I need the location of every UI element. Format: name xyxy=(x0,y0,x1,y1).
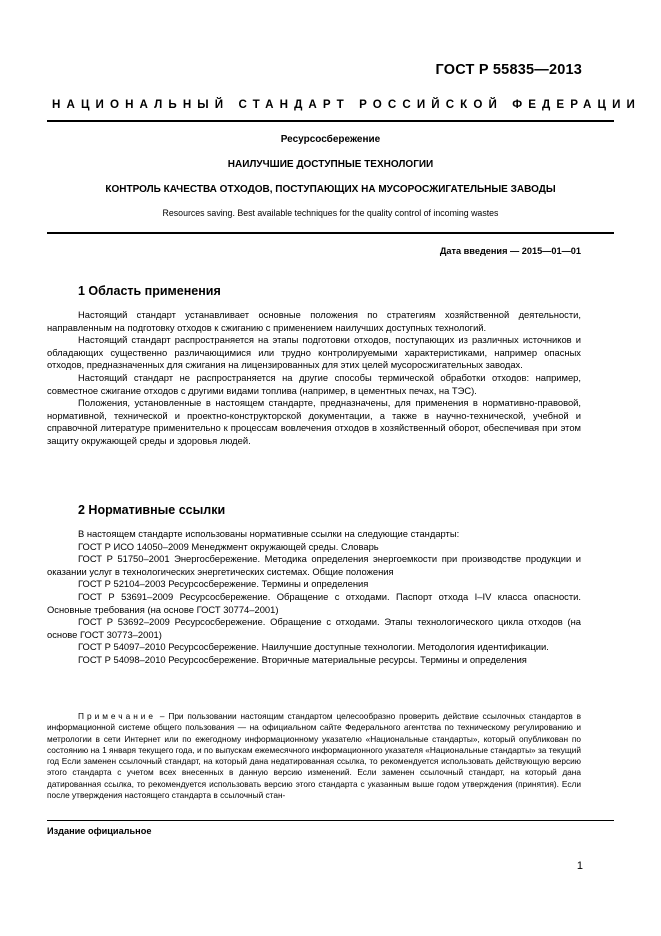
reference-item: ГОСТ Р 53691–2009 Ресурсосбережение. Обращение с отходами. Паспорт отхода I–IV класса опасности. Основные требования (на основе ГОСТ 30774–2001) xyxy=(47,590,581,615)
section-scope xyxy=(47,284,581,448)
reference-item: ГОСТ Р 54097–2010 Ресурсосбережение. Наилучшие доступные технологии. Методология идентификации. xyxy=(78,641,549,653)
paragraph: Настоящий стандарт устанавливает основные положения по стратегиям хозяйственной деятельности, направленным на подготовку отходов к сжиганию с применением наилучших доступных технологий. xyxy=(47,309,581,333)
edition-label: Издание официальное xyxy=(47,826,152,836)
national-standard-title: НАЦИОНАЛЬНЫЙ СТАНДАРТ РОССИЙСКОЙ ФЕДЕРАЦИИ xyxy=(52,98,641,111)
note-paragraph xyxy=(47,711,581,801)
title-sub: КОНТРОЛЬ КАЧЕСТВА ОТХОДОВ, ПОСТУПАЮЩИХ НА МУСОРОСЖИГАТЕЛЬНЫЕ ЗАВОДЫ xyxy=(105,184,556,195)
section-heading: 2 Нормативные ссылки xyxy=(78,503,226,517)
section-normative-references xyxy=(47,503,581,667)
title-main: НАИЛУЧШИЕ ДОСТУПНЫЕ ТЕХНОЛОГИИ xyxy=(227,159,434,170)
header-divider xyxy=(47,120,614,122)
section-heading: 1 Область применения xyxy=(78,284,221,298)
title-english: Resources saving. Best available techniques for the quality control of incoming wastes xyxy=(162,208,499,218)
introduction-date: Дата введения — 2015—01—01 xyxy=(439,246,581,256)
paragraph: Положения, установленные в настоящем стандарте, предназначены, для применения в нормативно-правовой, нормативной, технической и проектно-конструкторской документации, а также в научно-технической, учебной и справочной литературе применительно к процессам вовлечения отходов в хозяйственный оборот, обеспечивая при этом защиту окружающей среды и здоровья людей. xyxy=(47,397,581,446)
footer-divider xyxy=(47,820,614,821)
reference-item: ГОСТ Р 52104–2003 Ресурсосбережение. Термины и определения xyxy=(78,578,369,590)
reference-item: ГОСТ Р 51750–2001 Энергосбережение. Методика определения энергоемкости при производстве продукции и оказании услуг в технологических энергетических системах. Общие положения xyxy=(47,553,581,577)
document-id: ГОСТ Р 55835—2013 xyxy=(435,62,582,78)
title-divider xyxy=(47,232,614,234)
note-text: – При пользовании настоящим стандартом целесообразно проверить действие ссылочных стандартов в информационной системе общего пользования — на официальном сайте Федерального агентства по техническому регулированию и метрологии в сети Интернет или по ежегодному информационному указателю «Национальные стандарты», который опубликован по состоянию на 1 января текущего года, и по выпускам ежемесячного информационного указателя «Национальные стандарты» за текущий год Если заменен ссылочный стандарт, на который дана недатированная ссылка, то рекомендуется использовать действующую версию этого стандарта с учетом всех внесенных в данную версию изменений. Если заменен ссылочный стандарт, на который дана датированная ссылка, то рекомендуется использовать версию этого стандарта с указанным выше годом утверждения (принятия). Если после утверждения настоящего стандарта в ссылочный стан- xyxy=(47,711,581,801)
note-label: Примечание xyxy=(78,711,157,721)
paragraph: В настоящем стандарте использованы нормативные ссылки на следующие стандарты: xyxy=(78,528,460,539)
paragraph: Настоящий стандарт не распространяется на другие способы термической обработки отходов: например, совместное сжигание отходов с другими видами топлива (например, в цементных печах, на ТЭС). xyxy=(47,371,581,396)
reference-item: ГОСТ Р 53692–2009 Ресурсосбережение. Обращение с отходами. Этапы технологического цикла отходов (на основе ГОСТ 30773–2001) xyxy=(47,616,581,640)
page-number: 1 xyxy=(576,860,583,872)
title-group: Ресурсосбережение xyxy=(280,134,381,145)
paragraph: Настоящий стандарт распространяется на этапы подготовки отходов, поступающих из различных источников и обладающих существенно различающимися или трудно контролируемыми характеристиками, например опасных отходов, предназначенных для сжигания на лицензированных для этих целей мусоросжигательных заводах. xyxy=(47,334,581,371)
reference-item: ГОСТ Р 54098–2010 Ресурсосбережение. Вторичные материальные ресурсы. Термины и определения xyxy=(78,653,527,665)
reference-item: ГОСТ Р ИСО 14050–2009 Менеджмент окружающей среды. Словарь xyxy=(78,540,379,552)
